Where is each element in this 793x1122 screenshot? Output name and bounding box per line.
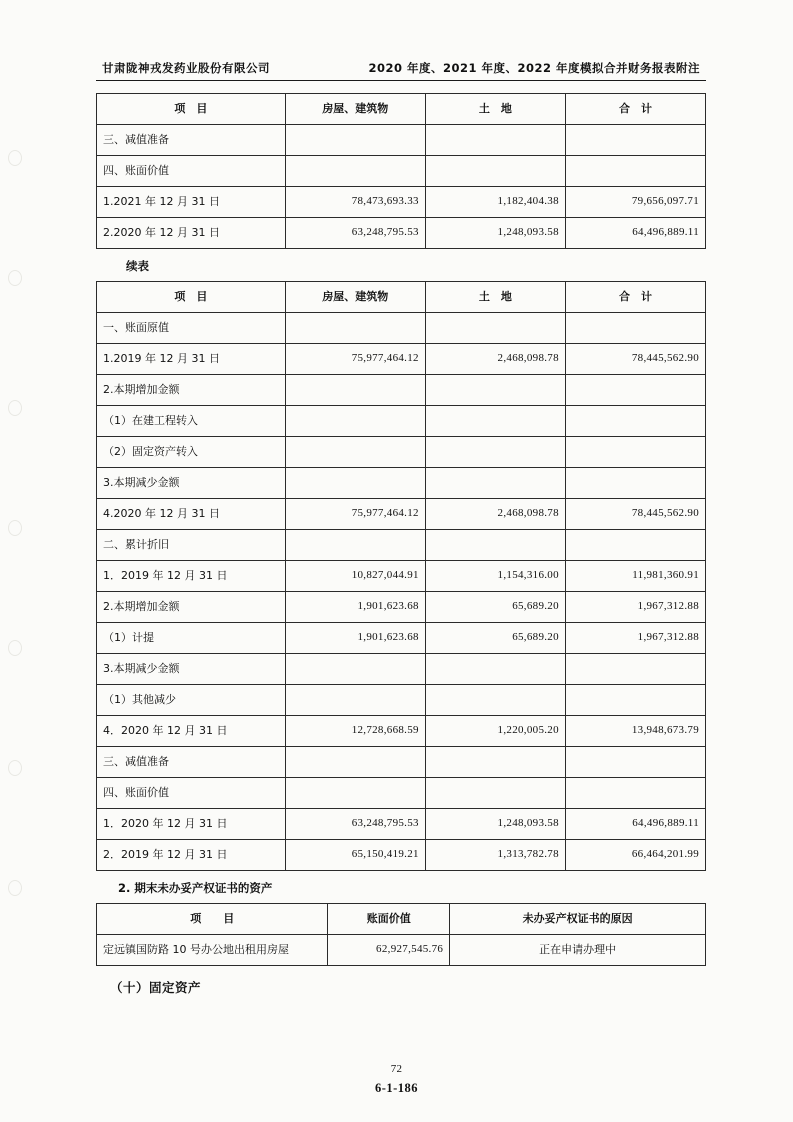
- row-value: 1,182,404.38: [425, 187, 565, 218]
- row-value: [425, 685, 565, 716]
- table-row: [97, 156, 706, 187]
- column-header: 项 目: [97, 94, 286, 125]
- table-row: [97, 592, 706, 623]
- hole-punch-mark: [8, 270, 22, 286]
- row-value: 78,445,562.90: [565, 499, 705, 530]
- table-row: [97, 406, 706, 437]
- row-value: [285, 778, 425, 809]
- table-row: [97, 375, 706, 406]
- row-value: 78,473,693.33: [285, 187, 425, 218]
- row-value: [565, 685, 705, 716]
- row-label: （1）其他减少: [97, 685, 286, 716]
- table-row: [97, 778, 706, 809]
- row-value: 11,981,360.91: [565, 561, 705, 592]
- row-value: [285, 313, 425, 344]
- table-row: [97, 187, 706, 218]
- row-value: [425, 747, 565, 778]
- row-label: 2.2020 年 12 月 31 日: [97, 218, 286, 249]
- row-value: 64,496,889.11: [565, 809, 705, 840]
- column-header: 合 计: [565, 94, 705, 125]
- table-row: [97, 218, 706, 249]
- row-label: 3.本期减少金额: [97, 654, 286, 685]
- row-label: 三、减值准备: [97, 125, 286, 156]
- column-header: 项 目: [97, 904, 328, 935]
- row-value: 10,827,044.91: [285, 561, 425, 592]
- row-label: 四、账面价值: [97, 156, 286, 187]
- row-value: [285, 437, 425, 468]
- header-rule: [96, 80, 706, 81]
- row-value: 66,464,201.99: [565, 840, 705, 871]
- table-row: [97, 125, 706, 156]
- table-row: [97, 313, 706, 344]
- row-value: [565, 468, 705, 499]
- table-row: [97, 716, 706, 747]
- row-value: 65,689.20: [425, 623, 565, 654]
- row-value: 1,901,623.68: [285, 592, 425, 623]
- row-value: 78,445,562.90: [565, 344, 705, 375]
- row-value: [425, 156, 565, 187]
- table-row: [97, 344, 706, 375]
- row-value: 75,977,464.12: [285, 344, 425, 375]
- row-value: 1,313,782.78: [425, 840, 565, 871]
- row-value: 1,967,312.88: [565, 623, 705, 654]
- row-label: 二、累计折旧: [97, 530, 286, 561]
- row-label: 4.2020 年 12 月 31 日: [97, 499, 286, 530]
- page-content: [96, 60, 706, 996]
- row-value: 65,150,419.21: [285, 840, 425, 871]
- row-value: 64,496,889.11: [565, 218, 705, 249]
- row-value: [285, 375, 425, 406]
- row-value: [425, 530, 565, 561]
- table-row: [97, 499, 706, 530]
- page-footer: [0, 1063, 793, 1096]
- row-value: 1,967,312.88: [565, 592, 705, 623]
- row-value: 13,948,673.79: [565, 716, 705, 747]
- row-value: [565, 747, 705, 778]
- row-value: 2,468,098.78: [425, 344, 565, 375]
- row-value: [565, 375, 705, 406]
- hole-punch-mark: [8, 880, 22, 896]
- row-value: 62,927,545.76: [328, 935, 450, 966]
- table-row: [97, 840, 706, 871]
- row-value: [565, 530, 705, 561]
- column-header: 未办妥产权证书的原因: [450, 904, 706, 935]
- row-value: [565, 778, 705, 809]
- row-value: [565, 313, 705, 344]
- row-value: 1,248,093.58: [425, 809, 565, 840]
- column-header: 土 地: [425, 282, 565, 313]
- row-label: 1.2019 年 12 月 31 日: [97, 344, 286, 375]
- column-header: 房屋、建筑物: [285, 94, 425, 125]
- hole-punch-mark: [8, 400, 22, 416]
- row-label: 2.本期增加金额: [97, 592, 286, 623]
- row-label: 1.2021 年 12 月 31 日: [97, 187, 286, 218]
- row-value: [565, 125, 705, 156]
- row-value: [565, 437, 705, 468]
- row-label: 1．2019 年 12 月 31 日: [97, 561, 286, 592]
- header-company-name: 甘肃陇神戎发药业股份有限公司: [102, 61, 270, 75]
- row-value: 79,656,097.71: [565, 187, 705, 218]
- row-value: [565, 156, 705, 187]
- row-label: （2）固定资产转入: [97, 437, 286, 468]
- table-row: [97, 623, 706, 654]
- table-row: [97, 654, 706, 685]
- row-label: （1）计提: [97, 623, 286, 654]
- row-label: 1．2020 年 12 月 31 日: [97, 809, 286, 840]
- row-label: 四、账面价值: [97, 778, 286, 809]
- table-row: [97, 809, 706, 840]
- row-label: 3.本期减少金额: [97, 468, 286, 499]
- row-value: [425, 654, 565, 685]
- page-header: [96, 60, 706, 80]
- row-value: [285, 654, 425, 685]
- row-value: [425, 406, 565, 437]
- row-value: 1,220,005.20: [425, 716, 565, 747]
- row-value: [285, 747, 425, 778]
- row-value: 2,468,098.78: [425, 499, 565, 530]
- assets-without-title-certificate-table: [96, 903, 706, 966]
- table-header-row: [97, 904, 706, 935]
- row-label: （1）在建工程转入: [97, 406, 286, 437]
- row-value: [285, 156, 425, 187]
- table-row: [97, 561, 706, 592]
- row-value: [565, 654, 705, 685]
- row-value: [425, 125, 565, 156]
- row-label: 定远镇国防路 10 号办公地出租用房屋: [97, 935, 328, 966]
- row-value: 63,248,795.53: [285, 809, 425, 840]
- table-row: [97, 747, 706, 778]
- hole-punch-mark: [8, 640, 22, 656]
- column-header: 合 计: [565, 282, 705, 313]
- row-label: 2.本期增加金额: [97, 375, 286, 406]
- row-value: [285, 685, 425, 716]
- intangible-assets-table-part1: [96, 93, 706, 249]
- no-title-assets-caption: 2. 期末未办妥产权证书的资产: [118, 881, 273, 895]
- row-value: 75,977,464.12: [285, 499, 425, 530]
- row-value: [285, 530, 425, 561]
- table-row: [97, 530, 706, 561]
- row-value: [565, 406, 705, 437]
- table-row: [97, 685, 706, 716]
- document-number: 6-1-186: [374, 1081, 419, 1095]
- column-header: 土 地: [425, 94, 565, 125]
- row-label: 4．2020 年 12 月 31 日: [97, 716, 286, 747]
- hole-punch-mark: [8, 520, 22, 536]
- table-header-row: [97, 94, 706, 125]
- page-number: 72: [390, 1063, 403, 1075]
- column-header: 房屋、建筑物: [285, 282, 425, 313]
- row-value: [425, 375, 565, 406]
- row-value: [285, 406, 425, 437]
- continued-table-caption: 续表: [126, 259, 149, 273]
- row-value: 1,154,316.00: [425, 561, 565, 592]
- section-heading-fixed-assets: （十）固定资产: [110, 980, 202, 995]
- table-row: [97, 437, 706, 468]
- row-value: [425, 437, 565, 468]
- row-value: [425, 313, 565, 344]
- row-value: [425, 468, 565, 499]
- hole-punch-mark: [8, 760, 22, 776]
- row-value: 65,689.20: [425, 592, 565, 623]
- row-value: [285, 468, 425, 499]
- column-header: 账面价值: [328, 904, 450, 935]
- table-row: [97, 935, 706, 966]
- row-value: [425, 778, 565, 809]
- header-report-title: 2020 年度、2021 年度、2022 年度模拟合并财务报表附注: [368, 61, 700, 75]
- table-header-row: [97, 282, 706, 313]
- hole-punch-mark: [8, 150, 22, 166]
- column-header: 项 目: [97, 282, 286, 313]
- row-value: 1,901,623.68: [285, 623, 425, 654]
- row-reason: 正在申请办理中: [450, 935, 706, 966]
- row-label: 2．2019 年 12 月 31 日: [97, 840, 286, 871]
- row-value: [285, 125, 425, 156]
- row-label: 一、账面原值: [97, 313, 286, 344]
- table-row: [97, 468, 706, 499]
- row-value: 63,248,795.53: [285, 218, 425, 249]
- row-label: 三、减值准备: [97, 747, 286, 778]
- intangible-assets-table-part2: [96, 281, 706, 871]
- row-value: 12,728,668.59: [285, 716, 425, 747]
- row-value: 1,248,093.58: [425, 218, 565, 249]
